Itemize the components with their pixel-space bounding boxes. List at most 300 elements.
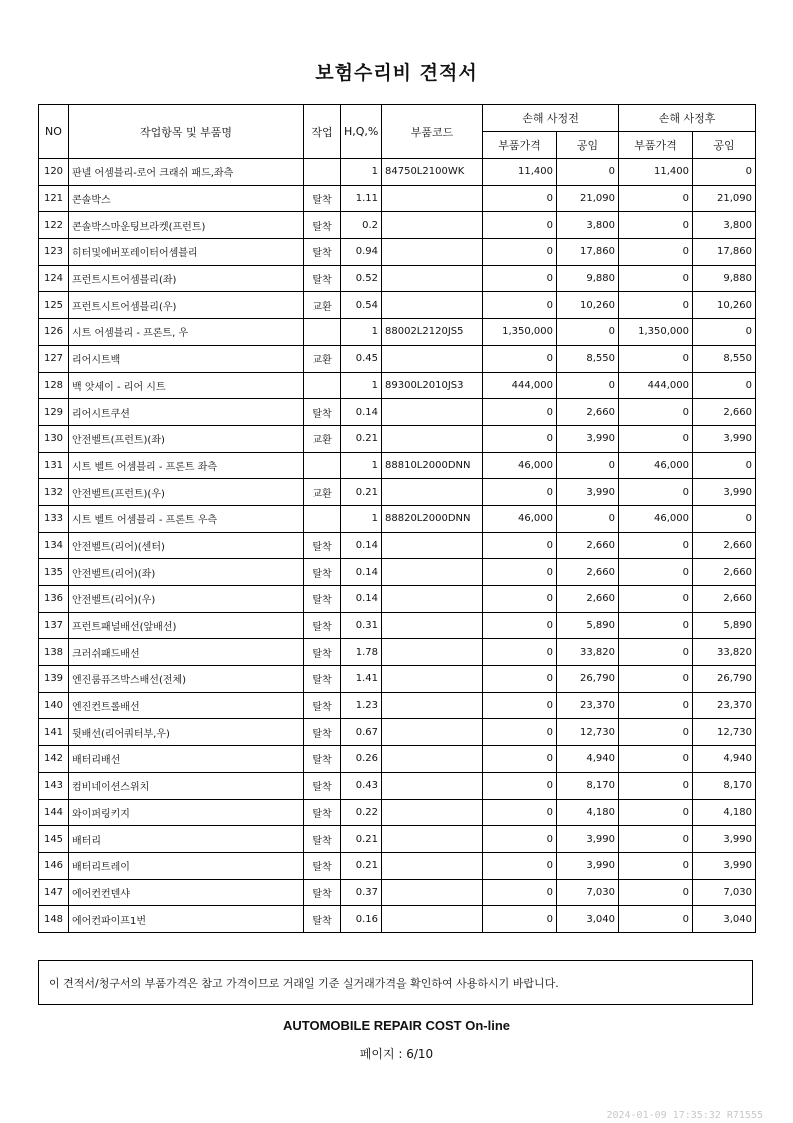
table-row xyxy=(39,586,756,613)
cell-after-labor: 3,990 xyxy=(693,425,756,452)
cell-hq: 1 xyxy=(341,319,382,346)
cell-after-labor: 4,940 xyxy=(693,746,756,773)
cell-no: 132 xyxy=(39,479,69,506)
price-notice xyxy=(38,960,753,1005)
cell-after-parts: 46,000 xyxy=(619,505,693,532)
table-row xyxy=(39,292,756,319)
cell-after-parts: 0 xyxy=(619,479,693,506)
cell-item-name: 안전벨트(리어)(우) xyxy=(69,586,304,613)
cell-part-code xyxy=(382,772,483,799)
cell-after-labor: 8,550 xyxy=(693,345,756,372)
table-row xyxy=(39,319,756,346)
cell-after-parts: 0 xyxy=(619,212,693,239)
cell-before-parts: 0 xyxy=(483,265,557,292)
cell-work xyxy=(304,452,341,479)
cell-part-code xyxy=(382,586,483,613)
cell-item-name: 엔진룸퓨즈박스배선(전체) xyxy=(69,666,304,693)
cell-work: 탈착 xyxy=(304,586,341,613)
print-timestamp: 2024-01-09 17:35:32 R71555 xyxy=(606,1110,763,1121)
cell-hq: 0.14 xyxy=(341,586,382,613)
cell-item-name: 프런트시트어셈블리(우) xyxy=(69,292,304,319)
cell-before-labor: 5,890 xyxy=(557,612,619,639)
cell-item-name: 배터리트레이 xyxy=(69,852,304,879)
cell-before-parts: 0 xyxy=(483,772,557,799)
cell-before-labor: 2,660 xyxy=(557,399,619,426)
cell-part-code: 88820L2000DNN xyxy=(382,505,483,532)
cell-after-labor: 26,790 xyxy=(693,666,756,693)
cell-before-labor: 33,820 xyxy=(557,639,619,666)
cell-before-parts: 0 xyxy=(483,906,557,933)
cell-item-name: 에어컨컨덴샤 xyxy=(69,879,304,906)
cell-hq: 0.26 xyxy=(341,746,382,773)
table-row xyxy=(39,505,756,532)
cell-after-labor: 21,090 xyxy=(693,185,756,212)
cell-work xyxy=(304,319,341,346)
cell-hq: 0.45 xyxy=(341,345,382,372)
cell-before-labor: 21,090 xyxy=(557,185,619,212)
cell-after-labor: 2,660 xyxy=(693,586,756,613)
cell-before-labor: 0 xyxy=(557,159,619,186)
cell-before-parts: 1,350,000 xyxy=(483,319,557,346)
table-row xyxy=(39,159,756,186)
cell-work: 탈착 xyxy=(304,799,341,826)
cell-before-labor: 23,370 xyxy=(557,692,619,719)
header-after: 손해 사정후 xyxy=(619,105,756,132)
cell-hq: 0.52 xyxy=(341,265,382,292)
cell-hq: 0.14 xyxy=(341,559,382,586)
header-before: 손해 사정전 xyxy=(483,105,619,132)
cell-hq: 0.43 xyxy=(341,772,382,799)
header-no: NO xyxy=(39,105,69,159)
cell-part-code xyxy=(382,666,483,693)
cell-after-labor: 5,890 xyxy=(693,612,756,639)
cell-before-parts: 0 xyxy=(483,666,557,693)
cell-after-parts: 0 xyxy=(619,559,693,586)
table-row xyxy=(39,612,756,639)
cell-hq: 0.21 xyxy=(341,852,382,879)
header-before-parts: 부품가격 xyxy=(483,132,557,159)
cell-after-parts: 0 xyxy=(619,639,693,666)
cell-before-labor: 8,550 xyxy=(557,345,619,372)
cell-after-parts: 0 xyxy=(619,532,693,559)
cell-work: 탈착 xyxy=(304,399,341,426)
cell-no: 127 xyxy=(39,345,69,372)
cell-after-labor: 8,170 xyxy=(693,772,756,799)
cell-after-labor: 3,040 xyxy=(693,906,756,933)
cell-before-labor: 0 xyxy=(557,505,619,532)
cell-before-labor: 2,660 xyxy=(557,559,619,586)
cell-hq: 1.23 xyxy=(341,692,382,719)
cell-part-code: 88810L2000DNN xyxy=(382,452,483,479)
table-row xyxy=(39,879,756,906)
cell-no: 140 xyxy=(39,692,69,719)
cell-after-labor: 3,990 xyxy=(693,826,756,853)
cell-item-name: 리어시트쿠션 xyxy=(69,399,304,426)
cell-before-labor: 7,030 xyxy=(557,879,619,906)
cell-item-name: 프런트패널배선(앞배선) xyxy=(69,612,304,639)
cell-hq: 0.2 xyxy=(341,212,382,239)
cell-hq: 0.14 xyxy=(341,532,382,559)
cell-after-labor: 33,820 xyxy=(693,639,756,666)
price-notice-text: 이 견적서/청구서의 부품가격은 참고 가격이므로 거래일 기준 실거래가격을 확인하여 사용하시기 바랍니다. xyxy=(49,976,559,990)
cell-item-name: 컴비네이션스위치 xyxy=(69,772,304,799)
cell-no: 126 xyxy=(39,319,69,346)
cell-no: 143 xyxy=(39,772,69,799)
table-row xyxy=(39,372,756,399)
cell-item-name: 콘솔박스 xyxy=(69,185,304,212)
table-row xyxy=(39,185,756,212)
cell-before-parts: 0 xyxy=(483,292,557,319)
cell-before-parts: 0 xyxy=(483,345,557,372)
cell-hq: 0.94 xyxy=(341,239,382,266)
header-after-labor: 공임 xyxy=(693,132,756,159)
cell-after-labor: 3,990 xyxy=(693,852,756,879)
cell-part-code xyxy=(382,479,483,506)
cell-work: 탈착 xyxy=(304,212,341,239)
cell-hq: 1 xyxy=(341,159,382,186)
table-row xyxy=(39,639,756,666)
cell-after-labor: 0 xyxy=(693,372,756,399)
cell-before-labor: 2,660 xyxy=(557,532,619,559)
cell-part-code xyxy=(382,879,483,906)
table-row xyxy=(39,826,756,853)
cell-before-parts: 0 xyxy=(483,612,557,639)
cell-part-code xyxy=(382,212,483,239)
cell-after-parts: 0 xyxy=(619,826,693,853)
cell-no: 131 xyxy=(39,452,69,479)
cell-before-labor: 3,990 xyxy=(557,479,619,506)
header-hq: H,Q,% xyxy=(341,105,382,159)
cell-before-parts: 0 xyxy=(483,719,557,746)
page-number: 페이지 : 6/10 xyxy=(359,1047,434,1061)
table-row xyxy=(39,452,756,479)
cell-after-parts: 0 xyxy=(619,345,693,372)
cell-after-parts: 0 xyxy=(619,185,693,212)
cell-before-parts: 0 xyxy=(483,185,557,212)
cell-part-code: 88002L2120JS5 xyxy=(382,319,483,346)
cell-item-name: 안전벨트(리어)(센터) xyxy=(69,532,304,559)
cell-after-parts: 0 xyxy=(619,772,693,799)
cell-work: 탈착 xyxy=(304,666,341,693)
cell-work: 탈착 xyxy=(304,826,341,853)
cell-no: 133 xyxy=(39,505,69,532)
cell-work: 탈착 xyxy=(304,265,341,292)
cell-before-parts: 0 xyxy=(483,826,557,853)
cell-hq: 1.11 xyxy=(341,185,382,212)
cell-part-code xyxy=(382,826,483,853)
cell-after-parts: 0 xyxy=(619,586,693,613)
cell-before-parts: 0 xyxy=(483,212,557,239)
footer-title: AUTOMOBILE REPAIR COST On-line xyxy=(282,1018,511,1033)
cell-hq: 0.54 xyxy=(341,292,382,319)
cell-work: 탈착 xyxy=(304,559,341,586)
cell-work: 탈착 xyxy=(304,879,341,906)
header-code: 부품코드 xyxy=(382,105,483,159)
table-row xyxy=(39,239,756,266)
cell-work: 탈착 xyxy=(304,692,341,719)
cell-item-name: 콘솔박스마운팅브라켓(프런트) xyxy=(69,212,304,239)
cell-after-parts: 0 xyxy=(619,692,693,719)
table-row xyxy=(39,559,756,586)
cell-item-name: 뒷배선(리어쿼터부,우) xyxy=(69,719,304,746)
cell-after-parts: 0 xyxy=(619,852,693,879)
cell-before-parts: 0 xyxy=(483,532,557,559)
cell-before-parts: 11,400 xyxy=(483,159,557,186)
cell-part-code xyxy=(382,292,483,319)
cell-after-parts: 444,000 xyxy=(619,372,693,399)
cell-part-code xyxy=(382,746,483,773)
cell-hq: 1 xyxy=(341,505,382,532)
cell-part-code xyxy=(382,399,483,426)
cell-item-name: 배터리배선 xyxy=(69,746,304,773)
cell-work xyxy=(304,505,341,532)
cell-no: 122 xyxy=(39,212,69,239)
cell-work xyxy=(304,159,341,186)
cell-no: 144 xyxy=(39,799,69,826)
cell-before-labor: 0 xyxy=(557,319,619,346)
cell-part-code xyxy=(382,559,483,586)
cell-work xyxy=(304,372,341,399)
cell-part-code xyxy=(382,852,483,879)
table-row xyxy=(39,799,756,826)
cell-part-code xyxy=(382,265,483,292)
table-row xyxy=(39,399,756,426)
cell-part-code xyxy=(382,532,483,559)
cell-before-parts: 0 xyxy=(483,586,557,613)
cell-before-parts: 0 xyxy=(483,879,557,906)
cell-before-labor: 4,180 xyxy=(557,799,619,826)
table-row xyxy=(39,852,756,879)
cell-before-parts: 0 xyxy=(483,852,557,879)
cell-after-labor: 2,660 xyxy=(693,399,756,426)
cell-no: 135 xyxy=(39,559,69,586)
cell-hq: 0.31 xyxy=(341,612,382,639)
cell-before-labor: 3,040 xyxy=(557,906,619,933)
cell-before-parts: 0 xyxy=(483,799,557,826)
cell-after-parts: 0 xyxy=(619,799,693,826)
cell-part-code xyxy=(382,612,483,639)
cell-part-code: 89300L2010JS3 xyxy=(382,372,483,399)
table-row xyxy=(39,532,756,559)
cell-item-name: 시트 어셈블리 - 프론트, 우 xyxy=(69,319,304,346)
cell-before-parts: 444,000 xyxy=(483,372,557,399)
cell-after-parts: 0 xyxy=(619,239,693,266)
cell-no: 138 xyxy=(39,639,69,666)
cell-before-labor: 10,260 xyxy=(557,292,619,319)
cell-part-code xyxy=(382,185,483,212)
cell-after-parts: 0 xyxy=(619,425,693,452)
cell-no: 136 xyxy=(39,586,69,613)
cell-before-labor: 17,860 xyxy=(557,239,619,266)
cell-no: 145 xyxy=(39,826,69,853)
cell-after-parts: 0 xyxy=(619,399,693,426)
cell-item-name: 히터및에버포레이터어셈블리 xyxy=(69,239,304,266)
estimate-table xyxy=(38,104,756,933)
cell-item-name: 안전벨트(프런트)(우) xyxy=(69,479,304,506)
table-row xyxy=(39,666,756,693)
cell-part-code: 84750L2100WK xyxy=(382,159,483,186)
cell-after-labor: 4,180 xyxy=(693,799,756,826)
cell-work: 탈착 xyxy=(304,772,341,799)
cell-no: 124 xyxy=(39,265,69,292)
cell-after-parts: 0 xyxy=(619,265,693,292)
cell-part-code xyxy=(382,639,483,666)
cell-after-labor: 3,800 xyxy=(693,212,756,239)
cell-after-labor: 12,730 xyxy=(693,719,756,746)
cell-work: 탈착 xyxy=(304,852,341,879)
cell-after-labor: 23,370 xyxy=(693,692,756,719)
cell-work: 교환 xyxy=(304,292,341,319)
cell-before-labor: 0 xyxy=(557,372,619,399)
cell-after-labor: 9,880 xyxy=(693,265,756,292)
table-row xyxy=(39,345,756,372)
cell-work: 교환 xyxy=(304,345,341,372)
cell-after-parts: 1,350,000 xyxy=(619,319,693,346)
cell-after-labor: 17,860 xyxy=(693,239,756,266)
cell-item-name: 에어컨파이프1번 xyxy=(69,906,304,933)
cell-after-labor: 10,260 xyxy=(693,292,756,319)
cell-after-labor: 7,030 xyxy=(693,879,756,906)
cell-item-name: 리어시트백 xyxy=(69,345,304,372)
cell-part-code xyxy=(382,906,483,933)
cell-after-parts: 0 xyxy=(619,612,693,639)
cell-part-code xyxy=(382,692,483,719)
document-title: 보험수리비 견적서 xyxy=(315,62,478,84)
cell-no: 130 xyxy=(39,425,69,452)
cell-no: 123 xyxy=(39,239,69,266)
cell-work: 탈착 xyxy=(304,185,341,212)
cell-before-parts: 0 xyxy=(483,425,557,452)
estimate-rows xyxy=(39,159,756,933)
cell-no: 129 xyxy=(39,399,69,426)
cell-before-labor: 12,730 xyxy=(557,719,619,746)
cell-before-labor: 4,940 xyxy=(557,746,619,773)
cell-hq: 0.22 xyxy=(341,799,382,826)
cell-hq: 0.21 xyxy=(341,479,382,506)
cell-after-labor: 3,990 xyxy=(693,479,756,506)
cell-before-labor: 3,990 xyxy=(557,852,619,879)
cell-hq: 1 xyxy=(341,452,382,479)
cell-before-labor: 3,800 xyxy=(557,212,619,239)
header-item: 작업항목 및 부품명 xyxy=(69,105,304,159)
cell-part-code xyxy=(382,239,483,266)
cell-no: 139 xyxy=(39,666,69,693)
cell-work: 교환 xyxy=(304,425,341,452)
cell-after-labor: 0 xyxy=(693,159,756,186)
cell-work: 교환 xyxy=(304,479,341,506)
cell-before-parts: 0 xyxy=(483,746,557,773)
cell-before-parts: 0 xyxy=(483,559,557,586)
cell-before-parts: 0 xyxy=(483,399,557,426)
cell-after-parts: 0 xyxy=(619,746,693,773)
cell-no: 128 xyxy=(39,372,69,399)
cell-no: 147 xyxy=(39,879,69,906)
cell-hq: 0.14 xyxy=(341,399,382,426)
cell-hq: 0.37 xyxy=(341,879,382,906)
cell-hq: 0.21 xyxy=(341,425,382,452)
cell-item-name: 시트 벨트 어셈블리 - 프론트 우측 xyxy=(69,505,304,532)
cell-no: 146 xyxy=(39,852,69,879)
cell-before-labor: 9,880 xyxy=(557,265,619,292)
cell-no: 120 xyxy=(39,159,69,186)
cell-no: 134 xyxy=(39,532,69,559)
header-after-parts: 부품가격 xyxy=(619,132,693,159)
cell-after-parts: 46,000 xyxy=(619,452,693,479)
cell-work: 탈착 xyxy=(304,532,341,559)
cell-after-parts: 0 xyxy=(619,879,693,906)
cell-part-code xyxy=(382,345,483,372)
cell-before-parts: 0 xyxy=(483,692,557,719)
cell-hq: 0.67 xyxy=(341,719,382,746)
cell-item-name: 시트 벨트 어셈블리 - 프론트 좌측 xyxy=(69,452,304,479)
cell-no: 141 xyxy=(39,719,69,746)
cell-no: 121 xyxy=(39,185,69,212)
cell-after-labor: 0 xyxy=(693,319,756,346)
cell-item-name: 안전벨트(리어)(좌) xyxy=(69,559,304,586)
cell-no: 148 xyxy=(39,906,69,933)
cell-work: 탈착 xyxy=(304,612,341,639)
cell-work: 탈착 xyxy=(304,906,341,933)
cell-before-parts: 0 xyxy=(483,479,557,506)
cell-before-labor: 3,990 xyxy=(557,425,619,452)
cell-item-name: 배터리 xyxy=(69,826,304,853)
cell-before-parts: 46,000 xyxy=(483,452,557,479)
table-row xyxy=(39,265,756,292)
cell-after-labor: 0 xyxy=(693,505,756,532)
cell-part-code xyxy=(382,425,483,452)
cell-item-name: 안전벨트(프런트)(좌) xyxy=(69,425,304,452)
cell-no: 137 xyxy=(39,612,69,639)
cell-work: 탈착 xyxy=(304,719,341,746)
header-work: 작업 xyxy=(304,105,341,159)
cell-work: 탈착 xyxy=(304,639,341,666)
cell-part-code xyxy=(382,799,483,826)
cell-before-parts: 0 xyxy=(483,239,557,266)
cell-hq: 1.78 xyxy=(341,639,382,666)
cell-item-name: 크러쉬패드배선 xyxy=(69,639,304,666)
cell-after-labor: 0 xyxy=(693,452,756,479)
cell-hq: 1.41 xyxy=(341,666,382,693)
cell-work: 탈착 xyxy=(304,239,341,266)
cell-before-labor: 26,790 xyxy=(557,666,619,693)
cell-no: 125 xyxy=(39,292,69,319)
cell-no: 142 xyxy=(39,746,69,773)
cell-after-parts: 11,400 xyxy=(619,159,693,186)
cell-before-parts: 0 xyxy=(483,639,557,666)
cell-hq: 0.16 xyxy=(341,906,382,933)
cell-item-name: 백 앗세이 - 리어 시트 xyxy=(69,372,304,399)
cell-item-name: 판넬 어셈블리-로어 크래쉬 패드,좌측 xyxy=(69,159,304,186)
cell-after-labor: 2,660 xyxy=(693,532,756,559)
cell-after-parts: 0 xyxy=(619,292,693,319)
cell-before-labor: 8,170 xyxy=(557,772,619,799)
cell-work: 탈착 xyxy=(304,746,341,773)
table-row xyxy=(39,719,756,746)
header-row-1 xyxy=(39,105,756,132)
table-row xyxy=(39,479,756,506)
table-row xyxy=(39,906,756,933)
cell-hq: 1 xyxy=(341,372,382,399)
cell-item-name: 엔진컨트롤배선 xyxy=(69,692,304,719)
cell-after-parts: 0 xyxy=(619,719,693,746)
table-row xyxy=(39,772,756,799)
cell-item-name: 와이퍼링키지 xyxy=(69,799,304,826)
cell-after-parts: 0 xyxy=(619,666,693,693)
cell-before-labor: 0 xyxy=(557,452,619,479)
cell-hq: 0.21 xyxy=(341,826,382,853)
table-row xyxy=(39,746,756,773)
cell-before-parts: 46,000 xyxy=(483,505,557,532)
